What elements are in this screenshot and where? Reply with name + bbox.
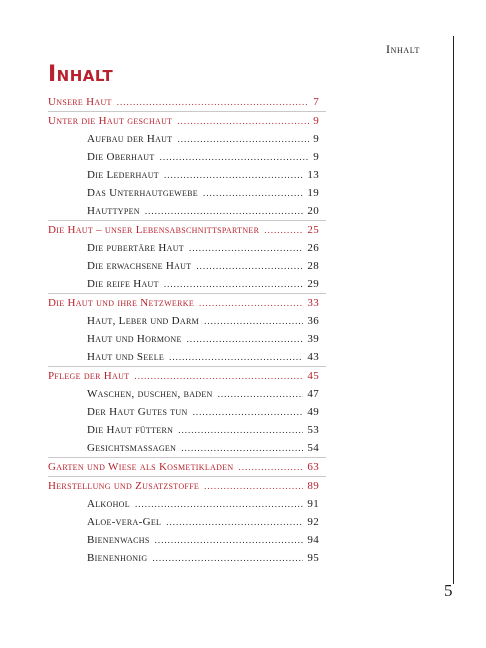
toc-leader-dots bbox=[196, 262, 303, 271]
toc-leader-dots bbox=[193, 408, 304, 417]
toc-entry-label: Bienenhonig bbox=[87, 552, 148, 564]
toc-leader-dots bbox=[177, 135, 309, 144]
toc-entry-label: Aufbau der Haut bbox=[87, 133, 173, 145]
toc-entry-page: 54 bbox=[307, 442, 319, 454]
toc-entry bbox=[48, 480, 319, 496]
toc-entry-label: Der Haut Gutes tun bbox=[87, 406, 188, 418]
page-margin-rule bbox=[453, 36, 454, 584]
toc-entry-page: 49 bbox=[307, 406, 319, 418]
toc-entry-page: 53 bbox=[307, 424, 319, 436]
toc-subentry bbox=[87, 315, 319, 331]
toc-entry bbox=[48, 297, 319, 313]
toc-entry-page: 94 bbox=[307, 534, 319, 546]
toc-entry-label: Die Lederhaut bbox=[87, 169, 159, 181]
toc-entry-label: Hauttypen bbox=[87, 205, 140, 217]
toc-entry-page: 28 bbox=[307, 260, 319, 272]
toc-entry-page: 36 bbox=[307, 315, 319, 327]
toc-entry-page: 26 bbox=[307, 242, 319, 254]
toc-subentry bbox=[87, 424, 319, 440]
page-number: 5 bbox=[444, 581, 453, 600]
toc-subentry bbox=[87, 260, 319, 276]
toc-entry-page: 91 bbox=[307, 498, 319, 510]
toc-entry-label: Haut und Seele bbox=[87, 351, 165, 363]
toc-entry-page: 7 bbox=[313, 96, 319, 108]
toc-entry-page: 39 bbox=[307, 333, 319, 345]
toc-subentry bbox=[87, 151, 319, 167]
toc-leader-dots bbox=[155, 536, 304, 545]
toc-entry bbox=[48, 96, 319, 112]
toc-entry-page: 95 bbox=[307, 552, 319, 564]
toc-entry-page: 25 bbox=[307, 224, 319, 236]
toc-leader-dots bbox=[187, 335, 304, 344]
toc-entry-label: Die Haut – unser Lebensabschnittspartner bbox=[48, 224, 260, 236]
toc-entry-page: 9 bbox=[313, 133, 319, 145]
toc-entry-label: Bienenwachs bbox=[87, 534, 150, 546]
toc-leader-dots bbox=[134, 372, 303, 381]
toc-subentry bbox=[87, 388, 319, 404]
toc-subentry bbox=[87, 534, 319, 550]
section-divider bbox=[48, 457, 326, 458]
toc-leader-dots bbox=[164, 171, 303, 180]
running-head: Inhalt bbox=[386, 42, 420, 56]
toc-entry-label: Die reife Haut bbox=[87, 278, 159, 290]
toc-leader-dots bbox=[145, 207, 304, 216]
toc-leader-dots bbox=[264, 226, 303, 235]
toc-entry-label: Gesichtsmassagen bbox=[87, 442, 177, 454]
toc-subentry bbox=[87, 406, 319, 422]
toc-entry-page: 43 bbox=[307, 351, 319, 363]
section-divider bbox=[48, 366, 326, 367]
toc-subentry bbox=[87, 242, 319, 258]
toc-entry-label: Die erwachsene Haut bbox=[87, 260, 192, 272]
toc-entry bbox=[48, 370, 319, 386]
toc-leader-dots bbox=[164, 280, 304, 289]
section-divider bbox=[48, 111, 326, 112]
toc-leader-dots bbox=[218, 390, 304, 399]
toc-leader-dots bbox=[238, 463, 303, 472]
toc-entry bbox=[48, 224, 319, 240]
toc-subentry bbox=[87, 516, 319, 532]
toc-entry-page: 20 bbox=[307, 205, 319, 217]
toc-entry-page: 9 bbox=[313, 115, 319, 127]
toc-entry-label: Haut, Leber und Darm bbox=[87, 315, 200, 327]
toc-entry-page: 92 bbox=[307, 516, 319, 528]
toc-leader-dots bbox=[177, 117, 309, 126]
section-divider bbox=[48, 220, 326, 221]
toc-entry-label: Aloe-vera-Gel bbox=[87, 516, 162, 528]
toc-subentry bbox=[87, 169, 319, 185]
section-divider bbox=[48, 476, 326, 477]
toc-leader-dots bbox=[160, 153, 310, 162]
toc-entry-label: Das Unterhautgewebe bbox=[87, 187, 198, 199]
toc-entry-label: Die pubertäre Haut bbox=[87, 242, 184, 254]
toc-entry-page: 63 bbox=[307, 461, 319, 473]
toc-subentry bbox=[87, 498, 319, 514]
toc-leader-dots bbox=[117, 98, 309, 107]
section-divider bbox=[48, 293, 326, 294]
toc-leader-dots bbox=[166, 518, 303, 527]
toc-entry-label: Pflege der Haut bbox=[48, 370, 130, 382]
toc-leader-dots bbox=[178, 426, 303, 435]
toc-subentry bbox=[87, 442, 319, 458]
toc-subentry bbox=[87, 133, 319, 149]
toc-leader-dots bbox=[169, 353, 303, 362]
toc-entry-label: Unsere Haut bbox=[48, 96, 112, 108]
toc-entry-label: Garten und Wiese als Kosmetikladen bbox=[48, 461, 234, 473]
toc-entry bbox=[48, 115, 319, 131]
toc-leader-dots bbox=[203, 189, 303, 198]
toc-leader-dots bbox=[135, 500, 303, 509]
toc-leader-dots bbox=[204, 482, 303, 491]
toc-subentry bbox=[87, 205, 319, 221]
toc-entry bbox=[48, 461, 319, 477]
toc-entry-page: 47 bbox=[307, 388, 319, 400]
toc-entry-label: Haut und Hormone bbox=[87, 333, 182, 345]
toc-subentry bbox=[87, 351, 319, 367]
toc-leader-dots bbox=[181, 444, 303, 453]
toc-entry-label: Die Oberhaut bbox=[87, 151, 155, 163]
toc-entry-label: Alkohol bbox=[87, 498, 130, 510]
toc-entry-label: Waschen, duschen, baden bbox=[87, 388, 213, 400]
toc-entry-label: Die Haut und ihre Netzwerke bbox=[48, 297, 195, 309]
toc-entry-page: 89 bbox=[307, 480, 319, 492]
toc-subentry bbox=[87, 333, 319, 349]
page-title: Inhalt bbox=[48, 62, 114, 87]
toc-subentry bbox=[87, 552, 319, 568]
toc-subentry bbox=[87, 187, 319, 203]
toc-leader-dots bbox=[199, 299, 303, 308]
toc-entry-page: 33 bbox=[307, 297, 319, 309]
toc-entry-page: 29 bbox=[307, 278, 319, 290]
toc-leader-dots bbox=[189, 244, 303, 253]
toc-leader-dots bbox=[152, 554, 303, 563]
toc-entry-label: Die Haut füttern bbox=[87, 424, 174, 436]
toc-subentry bbox=[87, 278, 319, 294]
toc-entry-page: 45 bbox=[307, 370, 319, 382]
toc-entry-label: Unter die Haut geschaut bbox=[48, 115, 173, 127]
toc-entry-page: 13 bbox=[307, 169, 319, 181]
toc-entry-page: 9 bbox=[313, 151, 319, 163]
toc-entry-page: 19 bbox=[307, 187, 319, 199]
toc-leader-dots bbox=[204, 317, 303, 326]
toc-entry-label: Herstellung und Zusatzstoffe bbox=[48, 480, 200, 492]
